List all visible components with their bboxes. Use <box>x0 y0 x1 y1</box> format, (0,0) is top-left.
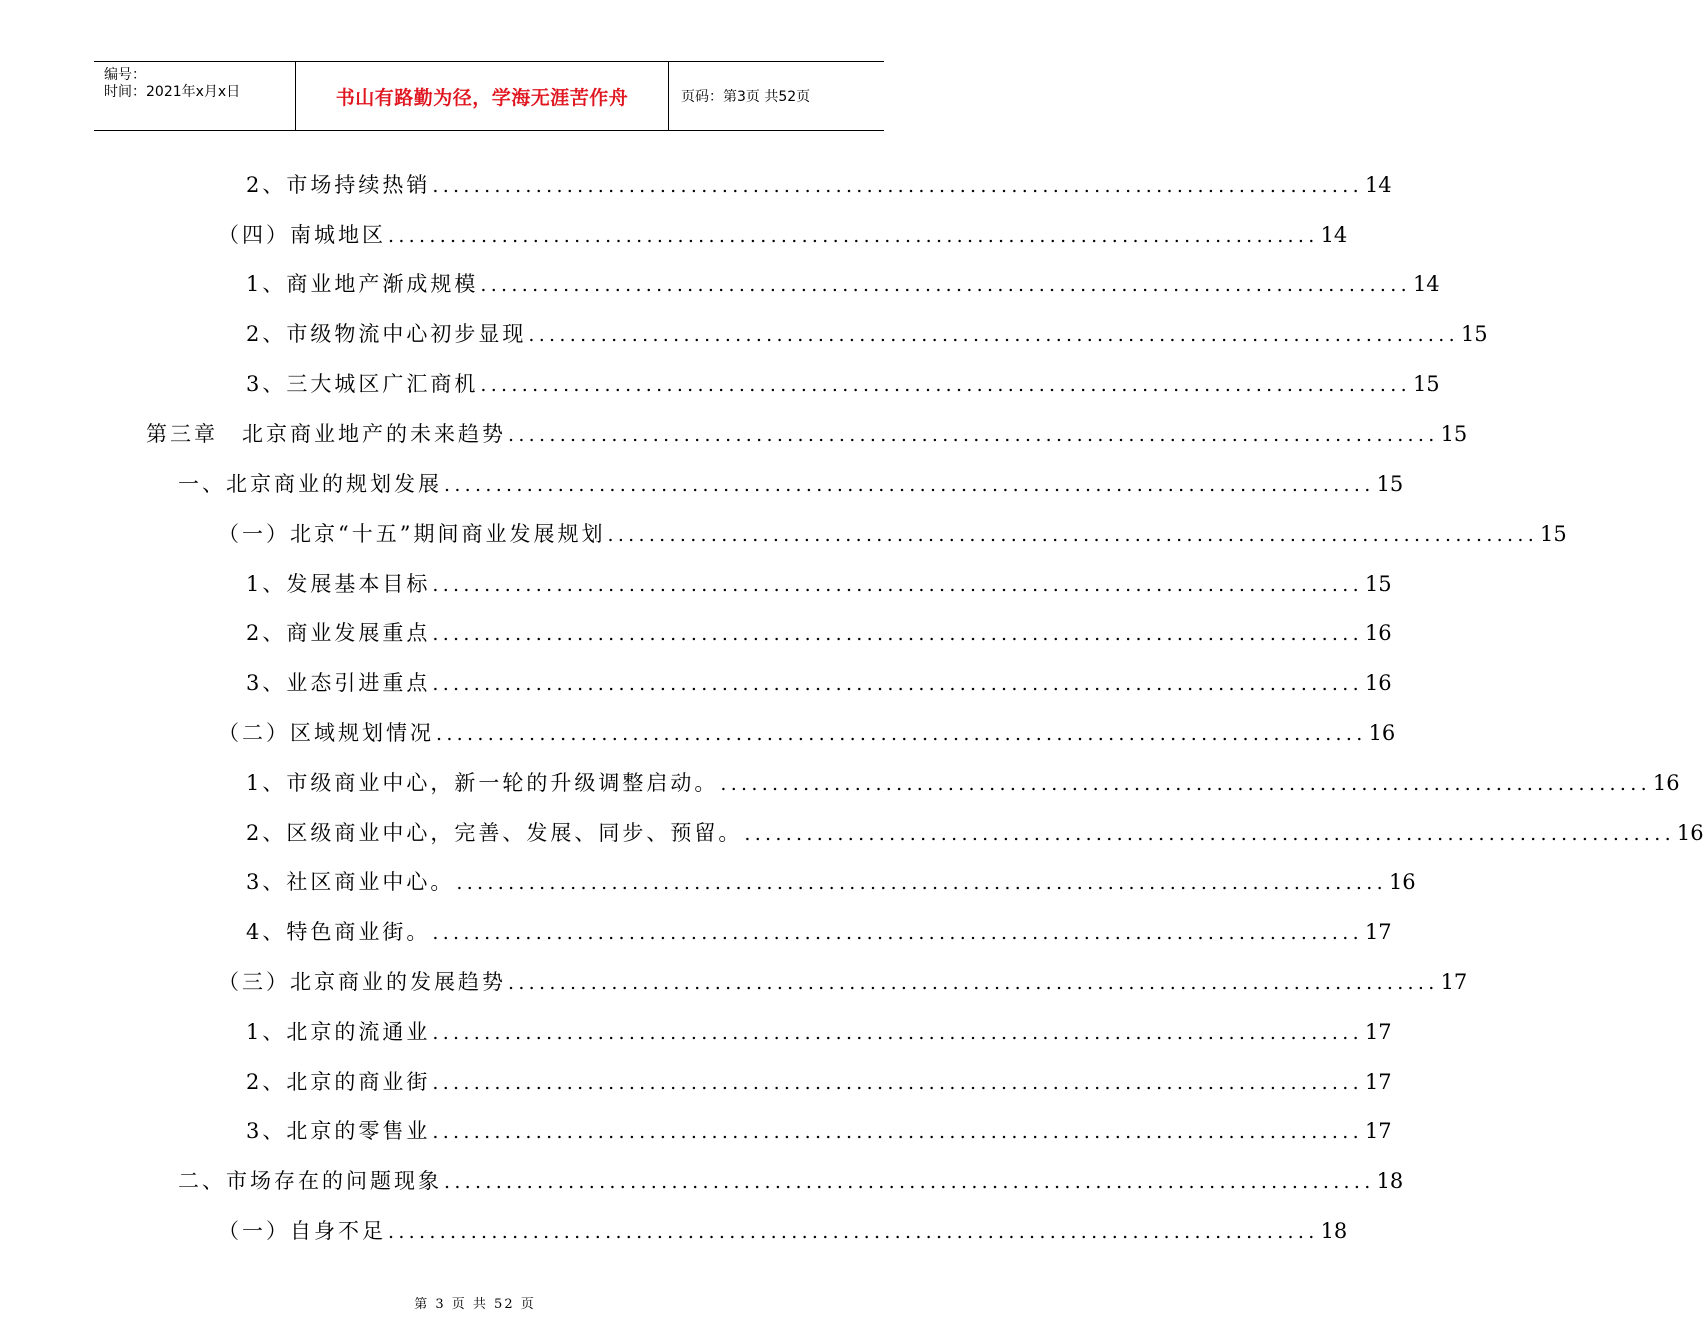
toc-entry[interactable] <box>246 1115 1392 1145</box>
toc-entry-title: 3、北京的零售业 <box>246 1119 431 1143</box>
toc-entry[interactable] <box>246 916 1392 946</box>
toc-entry[interactable] <box>246 667 1392 697</box>
toc-entry-title: 2、区级商业中心，完善、发展、同步、预留。 <box>246 821 743 845</box>
toc-entry[interactable] <box>246 268 1440 298</box>
toc-entry-title: 2、商业发展重点 <box>246 621 431 645</box>
toc-entry-page: 18 <box>1376 1169 1404 1193</box>
toc-leader-dots: .......................................................................................... <box>528 324 1459 346</box>
toc-entry-title: （二）区域规划情况 <box>218 721 434 745</box>
toc-entry[interactable] <box>246 568 1392 598</box>
toc-entry[interactable] <box>246 368 1440 398</box>
toc-entry[interactable] <box>218 1215 1348 1245</box>
toc-entry-title: （三）北京商业的发展趋势 <box>218 970 506 994</box>
toc-entry-title: 2、市场持续热销 <box>246 173 431 197</box>
toc-entry-page: 15 <box>1376 472 1404 496</box>
toc-entry-title: （一）北京“十五”期间商业发展规划 <box>218 522 606 546</box>
toc-leader-dots: .......................................................................................... <box>607 524 1539 546</box>
toc-entry[interactable] <box>218 518 1567 548</box>
toc-leader-dots: .......................................................................................... <box>432 1072 1363 1094</box>
toc-leader-dots: .......................................................................................... <box>432 1022 1363 1044</box>
header-motto-cell <box>296 62 669 130</box>
toc-entry-title: 1、北京的流通业 <box>246 1020 431 1044</box>
toc-entry-title: 4、特色商业街。 <box>246 920 431 944</box>
toc-leader-dots: .......................................................................................... <box>388 1221 1319 1243</box>
toc-entry-title: 二、市场存在的问题现象 <box>178 1169 442 1193</box>
header-page-code: 页码：第3页 共52页 <box>681 89 811 105</box>
toc-leader-dots: .......................................................................................... <box>456 872 1387 894</box>
toc-entry[interactable] <box>246 1066 1392 1096</box>
toc-entry-page: 16 <box>1364 671 1392 695</box>
toc-entry-title: 一、北京商业的规划发展 <box>178 472 442 496</box>
toc-leader-dots: .......................................................................................... <box>388 225 1319 247</box>
toc-entry-page: 15 <box>1540 522 1567 546</box>
toc-entry-page: 16 <box>1388 870 1416 894</box>
toc-entry-page: 15 <box>1412 372 1440 396</box>
toc-entry[interactable] <box>146 418 1468 448</box>
toc-leader-dots: .......................................................................................... <box>508 972 1439 994</box>
toc-leader-dots: .......................................................................................... <box>432 574 1363 596</box>
toc-entry[interactable] <box>178 468 1404 498</box>
toc-entry-page: 17 <box>1364 1119 1392 1143</box>
toc-entry[interactable] <box>246 1016 1392 1046</box>
toc-entry-title: （一）自身不足 <box>218 1219 386 1243</box>
toc-leader-dots: .......................................................................................... <box>480 274 1411 296</box>
toc-entry[interactable] <box>218 966 1468 996</box>
page-footer: 第 3 页 共 52 页 <box>414 1297 536 1312</box>
toc-leader-dots: .......................................................................................... <box>432 623 1363 645</box>
header-motto: 书山有路勤为径，学海无涯苦作舟 <box>335 86 629 109</box>
header-page-cell <box>669 62 884 130</box>
toc-entry-page: 16 <box>1368 721 1396 745</box>
toc-entry-page: 17 <box>1364 1070 1392 1094</box>
toc-entry-title: 第三章 北京商业地产的未来趋势 <box>146 422 506 446</box>
toc-entry-title: 1、商业地产渐成规模 <box>246 272 479 296</box>
toc-leader-dots: .......................................................................................... <box>744 823 1675 845</box>
document-time-label: 时间：2021年x月x日 <box>104 84 241 100</box>
toc-entry-page: 15 <box>1364 572 1392 596</box>
toc-entry-page: 14 <box>1320 223 1348 247</box>
toc-entry-page: 16 <box>1652 771 1680 795</box>
toc-leader-dots: .......................................................................................... <box>432 175 1363 197</box>
toc-leader-dots: .......................................................................................... <box>432 673 1363 695</box>
toc-leader-dots: .......................................................................................... <box>720 773 1651 795</box>
toc-entry-page: 14 <box>1412 272 1440 296</box>
toc-entry[interactable] <box>246 169 1392 199</box>
toc-entry-page: 14 <box>1364 173 1392 197</box>
toc-entry-title: 2、北京的商业街 <box>246 1070 431 1094</box>
toc-entry[interactable] <box>246 318 1488 348</box>
toc-entry-title: 3、业态引进重点 <box>246 671 431 695</box>
toc-entry[interactable] <box>218 219 1348 249</box>
toc-entry-page: 18 <box>1320 1219 1348 1243</box>
toc-leader-dots: .......................................................................................... <box>480 374 1411 396</box>
page-header <box>94 61 884 131</box>
toc-entry-title: 2、市级物流中心初步显现 <box>246 322 527 346</box>
toc-leader-dots: .......................................................................................... <box>432 1121 1363 1143</box>
toc-entry[interactable] <box>246 767 1680 797</box>
toc-entry-title: 1、市级商业中心，新一轮的升级调整启动。 <box>246 771 719 795</box>
toc-entry[interactable] <box>246 617 1392 647</box>
toc-leader-dots: .......................................................................................... <box>508 424 1439 446</box>
toc-entry-page: 15 <box>1440 422 1468 446</box>
toc-entry-page: 16 <box>1676 821 1704 845</box>
toc-entry-page: 15 <box>1460 322 1488 346</box>
header-meta-cell <box>94 62 296 130</box>
toc-leader-dots: .......................................................................................... <box>444 474 1375 496</box>
toc-entry-title: （四）南城地区 <box>218 223 386 247</box>
toc-entry-page: 16 <box>1364 621 1392 645</box>
toc-entry[interactable] <box>246 817 1704 847</box>
toc-entry-page: 17 <box>1364 1020 1392 1044</box>
toc-leader-dots: .......................................................................................... <box>436 723 1367 745</box>
toc-entry-title: 1、发展基本目标 <box>246 572 431 596</box>
toc-entry[interactable] <box>178 1165 1404 1195</box>
toc-entry[interactable] <box>246 866 1416 896</box>
toc-entry-title: 3、社区商业中心。 <box>246 870 455 894</box>
toc-entry-page: 17 <box>1440 970 1468 994</box>
toc-entry-title: 3、三大城区广汇商机 <box>246 372 479 396</box>
toc-leader-dots: .......................................................................................... <box>444 1171 1375 1193</box>
toc-entry[interactable] <box>218 717 1396 747</box>
document-code-label: 编号： <box>104 67 146 83</box>
toc-leader-dots: .......................................................................................... <box>432 922 1363 944</box>
toc-entry-page: 17 <box>1364 920 1392 944</box>
